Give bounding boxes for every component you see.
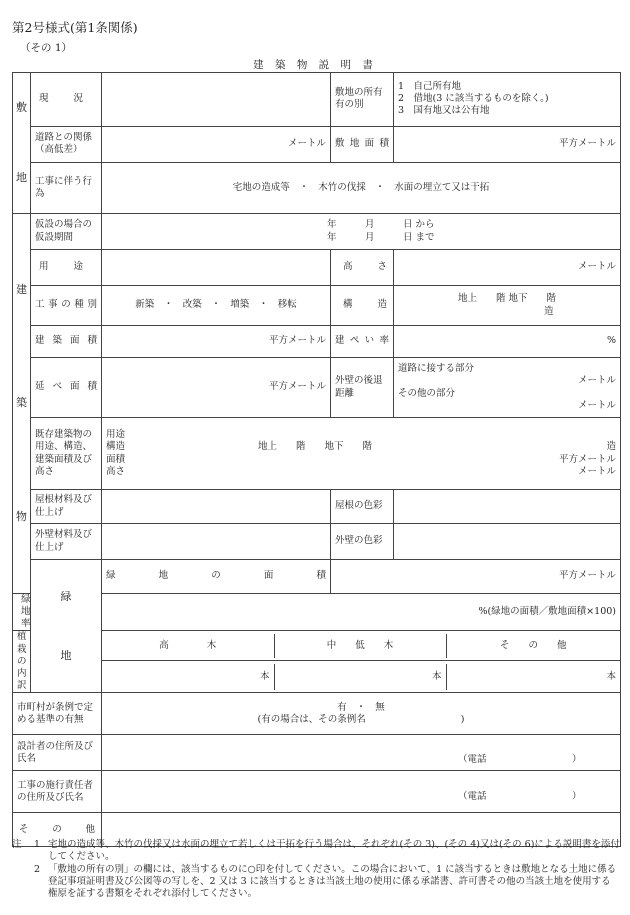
- ownership-option-1[interactable]: 1 自己所有地: [398, 81, 462, 93]
- section-green: 緑 地: [31, 560, 102, 693]
- ownership-option-3[interactable]: 3 国有地又は公有地: [398, 105, 490, 117]
- label-ordinance: 市町村が条例で定める基準の有無: [13, 693, 102, 735]
- planting-count-other[interactable]: 本: [606, 670, 616, 682]
- label-supervisor: 工事の施行責任者の住所及び氏名: [13, 771, 102, 813]
- field-designer[interactable]: （電話 ）: [102, 735, 621, 771]
- document-title: 建 築 物 説 明 書: [253, 59, 377, 71]
- field-structure[interactable]: 地上 階 地下 階 造: [394, 286, 621, 326]
- field-roof-material[interactable]: [102, 490, 331, 524]
- field-setback[interactable]: 道路に接する部分 メートル その他の部分 メートル: [394, 358, 621, 418]
- planting-col-tall: 高 木: [102, 634, 274, 658]
- label-existing-building: 既存建築物の用途、構造、建築面積及び高さ: [31, 418, 102, 490]
- section-site: 敷 地: [13, 73, 31, 214]
- planting-col-mid-low: 中 低 木: [274, 634, 446, 658]
- field-height[interactable]: メートル: [394, 250, 621, 286]
- label-other: そ の 他: [13, 813, 102, 847]
- field-genkyo[interactable]: [102, 73, 331, 127]
- field-temp-period[interactable]: 年 月 日 から 年 月 日 まで: [102, 214, 621, 250]
- field-construction-acts[interactable]: 宅地の造成等 ・ 木竹の伐採 ・ 水面の埋立て又は干拓: [102, 162, 621, 213]
- field-green-rate[interactable]: %(緑地の面積／敷地面積×100): [102, 594, 621, 631]
- field-roof-color[interactable]: [394, 490, 621, 524]
- planting-count-mid-low[interactable]: 本: [274, 664, 446, 690]
- field-ordinance[interactable]: 有 ・ 無 (有の場合は、その条例名 ): [102, 693, 621, 735]
- label-coverage: 建 ぺ い 率: [331, 326, 394, 358]
- notes: [12, 839, 620, 901]
- form-number: 第2号様式(第1条関係): [12, 20, 138, 35]
- label-site-area: 敷 地 面 積: [331, 126, 394, 162]
- label-structure: 構 造: [331, 286, 394, 326]
- label-road-relation: 道路との関係（高低差）: [31, 126, 102, 162]
- label-work-type: 工 事 の 種 別: [31, 286, 102, 326]
- label-designer: 設計者の住所及び氏名: [13, 735, 102, 771]
- label-roof-material: 屋根材料及び仕上げ: [31, 490, 102, 524]
- section-building: 建 築 物: [13, 214, 31, 594]
- label-building-area: 建 築 面 積: [31, 326, 102, 358]
- label-planting: 植 栽 の 内 訳: [13, 631, 31, 693]
- label-temp-period: 仮設の場合の仮設期間: [31, 214, 102, 250]
- field-ownership-options[interactable]: [394, 73, 621, 127]
- label-roof-color: 屋根の色彩: [331, 490, 394, 524]
- label-construction-acts: 工事に伴う行為: [31, 162, 102, 213]
- planting-count-row[interactable]: [102, 661, 621, 693]
- field-work-type[interactable]: 新築 ・ 改築 ・ 増築 ・ 移転: [102, 286, 331, 326]
- ownership-option-2[interactable]: 2 借地(3 に該当するものを除く。): [398, 93, 549, 105]
- field-floor-area[interactable]: 平方メートル: [102, 358, 331, 418]
- label-use: 用 途: [31, 250, 102, 286]
- field-green-area[interactable]: 平方メートル: [331, 560, 621, 594]
- building-description-table: [12, 72, 621, 847]
- planting-count-tall[interactable]: 本: [102, 664, 274, 690]
- label-green-rate: 緑 地 率: [13, 594, 31, 631]
- field-use[interactable]: [102, 250, 331, 286]
- label-wall-material: 外壁材料及び仕上げ: [31, 524, 102, 560]
- field-coverage[interactable]: %: [394, 326, 621, 358]
- field-wall-material[interactable]: [102, 524, 331, 560]
- field-supervisor[interactable]: （電話 ）: [102, 771, 621, 813]
- label-height: 高 さ: [331, 250, 394, 286]
- label-floor-area: 延 べ 面 積: [31, 358, 102, 418]
- label-wall-color: 外壁の色彩: [331, 524, 394, 560]
- label-genkyo: 現 況: [31, 73, 102, 127]
- field-existing-building[interactable]: 用途 構造 地上 階 地下 階 造 面積 平方メートル 高さ メートル: [102, 418, 621, 490]
- field-wall-color[interactable]: [394, 524, 621, 560]
- note-2: 2 「敷地の所有の別」の欄には、該当するものに○印を付してください。この場合において、1 に該当するときは敷地となる土地に係る登記事項証明書及び公図等の写しを、2 又は 3 に該当するときは当該土地の使用に係る承諾書、許可書その他の当該土地を使用する権原を証する書類をそれぞれ添付してください。: [34, 863, 617, 900]
- planting-col-other: そ の 他: [499, 639, 567, 651]
- label-setback: 外壁の後退距離: [331, 358, 394, 418]
- sub-number: （その 1）: [20, 42, 73, 54]
- note-1: 注 1 宅地の造成等、木竹の伐採又は水面の埋立て若しくは干拓を行う場合は、それぞれ(その 3)、(その 4)又は(その 6)による説明書を添付してください。: [12, 839, 620, 863]
- field-building-area[interactable]: 平方メートル: [102, 326, 331, 358]
- label-green-area: 緑 地 の 面 積: [102, 560, 331, 594]
- field-site-area[interactable]: 平方メートル: [394, 126, 621, 162]
- planting-header-row: [102, 631, 621, 661]
- label-ownership: 敷地の所有有の別: [331, 73, 394, 127]
- field-road-relation[interactable]: メートル: [102, 126, 331, 162]
